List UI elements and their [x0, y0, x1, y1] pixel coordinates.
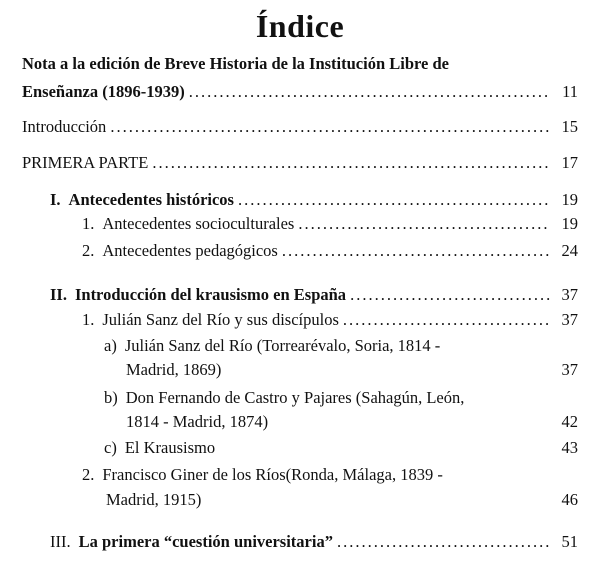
leader-dots: [298, 212, 550, 236]
page-number: 37: [561, 360, 578, 379]
leader-dots: [152, 151, 550, 175]
leader-dots: [189, 80, 550, 104]
page-number: 42: [561, 412, 578, 431]
page-number: 37: [561, 310, 578, 329]
toc-entry-chapter-2-2[interactable]: [106, 488, 578, 512]
toc-entry-chapter-2-1b[interactable]: [126, 410, 578, 434]
chapter-number: III.: [50, 532, 71, 551]
toc-entry-label: [82, 212, 294, 236]
section-number: 2.: [82, 241, 95, 260]
section-title: Julián Sanz del Río y sus discípulos: [102, 310, 339, 329]
toc-entry-label: 1814 - Madrid, 1874): [126, 412, 269, 431]
page-title: Índice: [255, 8, 345, 44]
toc-entry-label: [82, 239, 278, 263]
chapter-number: II.: [50, 285, 67, 304]
leader-dots: [238, 188, 550, 212]
toc-entry-nota-line1: Nota a la edición de Breve Historia de la Institución Libre de: [22, 54, 450, 73]
page-number: 19: [561, 214, 578, 233]
section-number: 1.: [82, 310, 95, 329]
section-title: Antecedentes pedagógicos: [102, 241, 278, 260]
chapter-title: La primera “cuestión universitaria”: [78, 532, 333, 551]
leader-dots: [337, 530, 550, 554]
toc-entry-label: [104, 436, 215, 460]
toc-entry-label: [50, 530, 333, 554]
subsection-letter: c): [104, 438, 117, 457]
page-number: 11: [562, 82, 578, 101]
leader-dots: [343, 308, 550, 332]
toc-entry-label: Madrid, 1915): [106, 490, 202, 509]
toc-entry-label: PRIMERA PARTE: [22, 153, 149, 172]
subsection-title: Julián Sanz del Río (Torrearévalo, Soria, 1814 -: [124, 336, 441, 355]
chapter-title: Antecedentes históricos: [68, 190, 234, 209]
toc-entry-label: [82, 308, 339, 332]
toc-entry-chapter-1-1[interactable]: [82, 212, 578, 236]
section-title: Antecedentes socioculturales: [102, 214, 295, 233]
page-number: 37: [561, 285, 578, 304]
page-number: 46: [561, 490, 578, 509]
page-number: 19: [561, 190, 578, 209]
subsection-title: Don Fernando de Castro y Pajares (Sahagún, León,: [125, 388, 465, 407]
toc-entry-chapter-3[interactable]: [50, 530, 578, 554]
toc-entry-chapter-2-1[interactable]: [82, 308, 578, 332]
chapter-title: Introducción del krausismo en España: [74, 285, 347, 304]
toc-entry-label: [50, 188, 234, 212]
toc-entry-2-1a-line1: [104, 334, 440, 358]
subsection-letter: a): [104, 336, 117, 355]
subsection-letter: b): [104, 388, 118, 407]
page-number: 15: [561, 117, 578, 136]
leader-dots: [350, 283, 550, 307]
toc-entry-primera-parte[interactable]: [22, 151, 578, 175]
toc-entry-label: Enseñanza (1896-1939): [22, 82, 185, 101]
toc-entry-label: Introducción: [22, 117, 107, 136]
toc-entry-label: Madrid, 1869): [126, 360, 222, 379]
toc-entry-nota[interactable]: [22, 80, 578, 104]
toc-entry-2-1b-line1: [104, 386, 464, 410]
section-number: 2.: [82, 465, 95, 484]
toc-entry-label: [50, 283, 346, 307]
toc-entry-2-2-line1: [82, 463, 443, 487]
page-number: 24: [561, 241, 578, 260]
toc-entry-chapter-1[interactable]: [50, 188, 578, 212]
page-number: 51: [561, 532, 578, 551]
leader-dots: [110, 115, 550, 139]
toc-entry-chapter-2[interactable]: [50, 283, 578, 307]
toc-entry-chapter-1-2[interactable]: [82, 239, 578, 263]
section-title: Francisco Giner de los Ríos(Ronda, Málaga, 1839 -: [102, 465, 443, 484]
toc-entry-introduccion[interactable]: [22, 115, 578, 139]
toc-entry-chapter-2-1a[interactable]: [126, 358, 578, 382]
section-number: 1.: [82, 214, 95, 233]
toc-entry-chapter-2-1c[interactable]: [104, 436, 578, 460]
page-number: 17: [561, 153, 578, 172]
chapter-number: I.: [50, 190, 61, 209]
page-number: 43: [561, 438, 578, 457]
leader-dots: [282, 239, 550, 263]
subsection-title: El Krausismo: [124, 438, 216, 457]
